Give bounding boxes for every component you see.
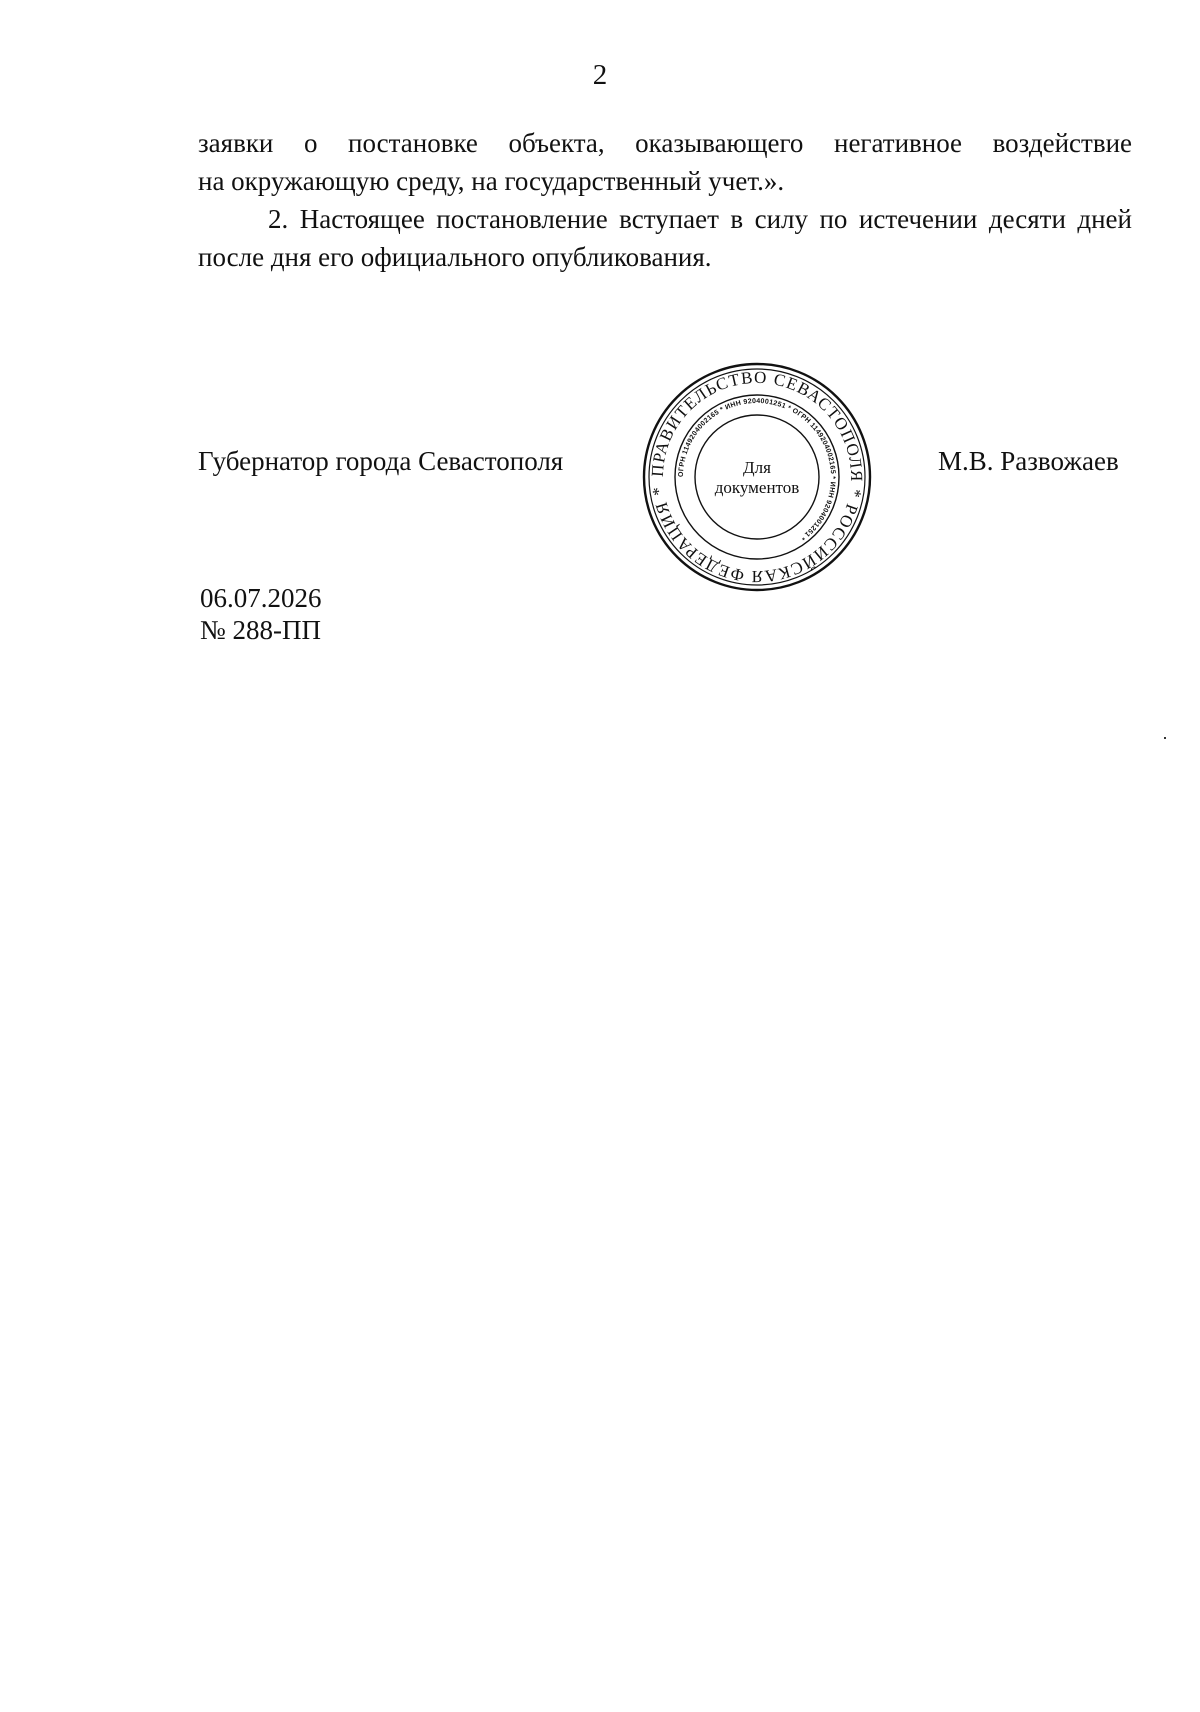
paragraph-1 [198,124,1132,200]
signer-name: М.В. Развожаев [938,446,1119,476]
paragraph-2: 2. Настоящее постановление вступает в силу по истечении десяти дней после дня его официального опубликования. [198,204,1132,272]
document-number: № 288-ПП [200,615,321,645]
seal-center-line-2: документов [714,478,800,497]
paragraph-1-line-1: заявки о постановке объекта, оказывающего негативное воздействие [198,128,1132,158]
seal-center-line-1: Для [743,458,771,477]
paragraph-1-line-2: на окружающую среду, на государственный учет.». [198,166,785,196]
seal-inner-text: ОГРН 1149204002165 * ИНН 9204001251 * ОГРН 1149204002165 * ИНН 9204001251 * [677,397,837,542]
official-seal [640,360,874,594]
seal-outer-text: ПРАВИТЕЛЬСТВО СЕВАСТОПОЛЯ * РОССИЙСКАЯ ФЕДЕРАЦИЯ * [647,367,867,587]
signer-title: Губернатор города Севастополя [198,446,564,476]
page-number: 2 [592,59,608,91]
document-date: 06.07.2026 [200,583,322,613]
scan-speck [1164,737,1166,739]
